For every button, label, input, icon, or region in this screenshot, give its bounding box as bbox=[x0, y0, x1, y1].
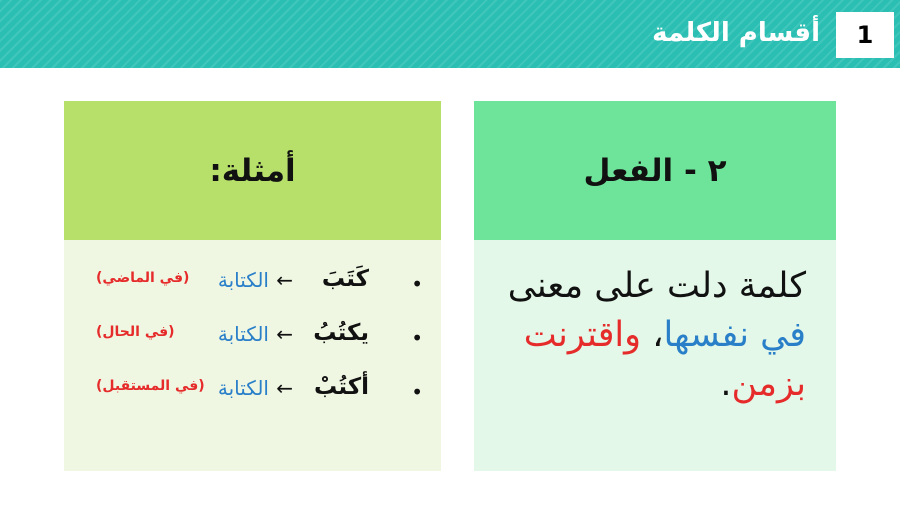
verb-definition-panel bbox=[474, 240, 836, 471]
bullet-icon: • bbox=[411, 326, 423, 350]
arrow-left-icon: ← bbox=[276, 268, 293, 292]
example-tense: (في الحال) bbox=[96, 324, 175, 340]
example-verb: يكتُبُ bbox=[313, 320, 369, 346]
examples-list bbox=[64, 262, 441, 424]
definition-highlight-blue: في نفسها bbox=[663, 315, 806, 355]
arrow-left-icon: ← bbox=[276, 376, 293, 400]
example-verb: كَتَبَ bbox=[321, 266, 369, 292]
example-source: الكتابة bbox=[217, 376, 269, 400]
example-item bbox=[64, 262, 441, 316]
example-tense: (في المستقبل) bbox=[96, 378, 205, 394]
definition-text: كلمة دلت على معنى bbox=[507, 266, 806, 306]
bullet-icon: • bbox=[411, 272, 423, 296]
slide-number: 1 bbox=[836, 12, 894, 58]
examples-panel-header: أمثلة: bbox=[64, 101, 441, 240]
bullet-icon: • bbox=[411, 380, 423, 404]
example-verb: أكتُبْ bbox=[314, 374, 369, 400]
example-item bbox=[64, 370, 441, 424]
title-bar bbox=[0, 0, 900, 68]
example-tense: (في الماضي) bbox=[96, 270, 190, 286]
slide-title: أقسام الكلمة bbox=[652, 18, 820, 48]
example-source: الكتابة bbox=[217, 268, 269, 292]
verb-panel-header: ٢ - الفعل bbox=[474, 101, 836, 240]
definition-highlight-red: واقترنت بزمن bbox=[523, 315, 806, 404]
arrow-left-icon: ← bbox=[276, 322, 293, 346]
definition-comma: ، bbox=[652, 315, 664, 355]
verb-definition bbox=[506, 262, 806, 409]
example-item bbox=[64, 316, 441, 370]
example-source: الكتابة bbox=[217, 322, 269, 346]
examples-panel bbox=[64, 240, 441, 471]
definition-period: . bbox=[720, 364, 732, 404]
